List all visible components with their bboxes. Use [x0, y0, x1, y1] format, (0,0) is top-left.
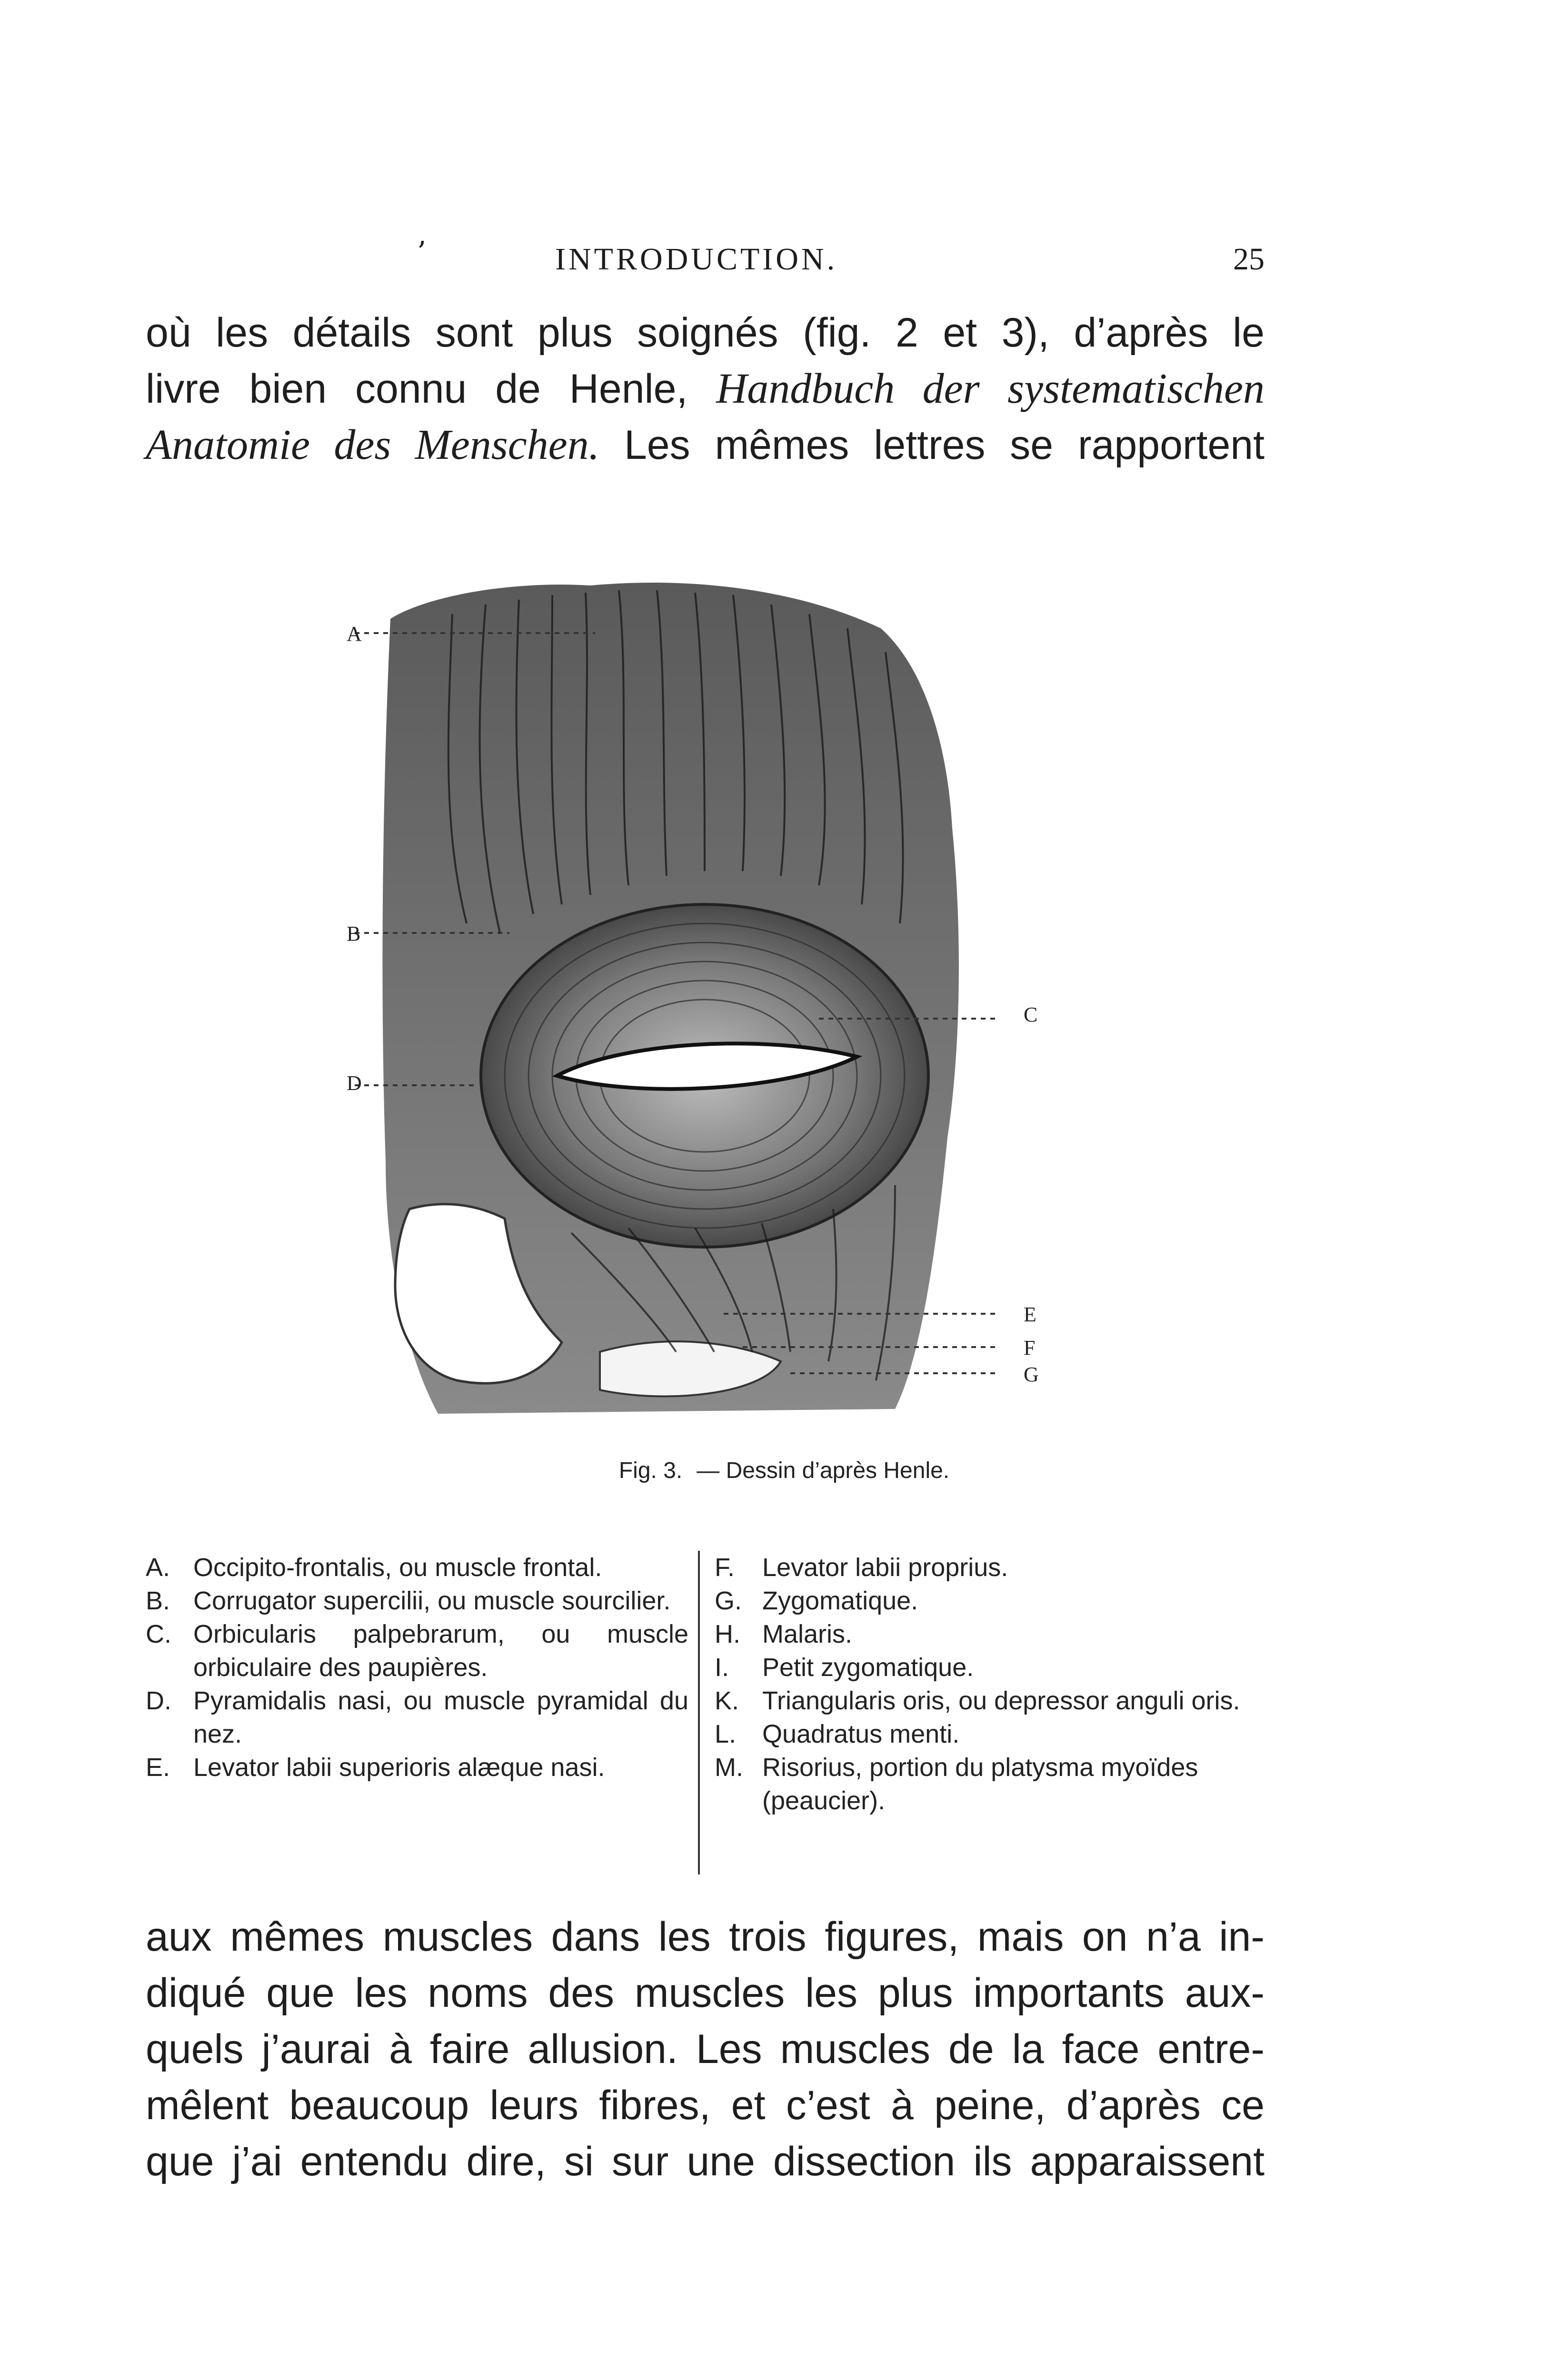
- legend-entry: [146, 1584, 688, 1617]
- anatomical-figure: [333, 543, 1076, 1442]
- book-title-part-2: Anatomie des Menschen.: [146, 421, 600, 468]
- label-D: D: [347, 1071, 362, 1095]
- page-number: 25: [1233, 242, 1265, 277]
- legend-entry: [715, 1651, 1265, 1684]
- legend-key: B.: [146, 1587, 170, 1615]
- label-G: G: [1024, 1363, 1039, 1386]
- top-line-3-text: Les mêmes lettres se rapportent: [599, 422, 1265, 468]
- header-mark: ’: [417, 236, 427, 269]
- running-header: [146, 236, 1265, 277]
- legend-text: Triangularis oris, ou depressor anguli oris.: [762, 1686, 1240, 1715]
- legend-entry: [146, 1684, 688, 1751]
- legend-key: A.: [146, 1553, 170, 1582]
- legend-entry: [715, 1717, 1265, 1751]
- figure-caption: [0, 1458, 1554, 1484]
- legend-entry: [715, 1617, 1265, 1651]
- label-E: E: [1024, 1303, 1036, 1326]
- legend-key: M.: [715, 1753, 743, 1782]
- bottom-paragraph: [146, 1909, 1265, 2190]
- legend-key: H.: [715, 1620, 740, 1648]
- book-title-part-1: Handbuch der systematischen: [716, 365, 1265, 412]
- legend-text: Zygomatique.: [762, 1587, 918, 1615]
- legend-key: I.: [715, 1653, 729, 1682]
- label-A: A: [347, 622, 362, 645]
- legend-text: Malaris.: [762, 1620, 853, 1648]
- legend-text: Pyramidalis nasi, ou muscle pyramidal du nez.: [193, 1686, 688, 1748]
- legend-text: Risorius, portion du platysma myoïdes (peaucier).: [762, 1753, 1198, 1815]
- label-B: B: [347, 922, 361, 945]
- legend-entry: [146, 1751, 688, 1784]
- legend-entry: [146, 1551, 688, 1584]
- legend-text: Orbicularis palpebrarum, ou muscle orbiculaire des paupières.: [193, 1620, 688, 1682]
- legend-text: Quadratus menti.: [762, 1720, 960, 1748]
- caption-text: — Dessin d’après Henle.: [697, 1458, 950, 1483]
- top-paragraph: [146, 305, 1265, 473]
- legend-entry: [715, 1684, 1265, 1717]
- legend-key: E.: [146, 1753, 170, 1782]
- legend-key: G.: [715, 1587, 742, 1615]
- legend-left-column: [146, 1551, 688, 1784]
- legend-text: Petit zygomatique.: [762, 1653, 974, 1682]
- legend-entry: [715, 1751, 1265, 1817]
- caption-fig-number: Fig. 3.: [618, 1458, 683, 1483]
- figure-legend: [146, 1551, 1265, 1884]
- bottom-line-3: quels j’aurai à faire allusion. Les muscles de la face entre-: [146, 2026, 1265, 2072]
- legend-text: Corrugator supercilii, ou muscle sourcilier.: [193, 1587, 671, 1615]
- legend-key: L.: [715, 1720, 737, 1748]
- legend-divider: [698, 1551, 700, 1874]
- top-line-2-text: livre bien connu de Henle,: [146, 366, 717, 412]
- legend-key: K.: [715, 1686, 739, 1715]
- bottom-line-2: diqué que les noms des muscles les plus importants aux-: [146, 1970, 1265, 2016]
- bottom-line-4: mêlent beaucoup leurs fibres, et c’est à peine, d’après ce: [146, 2082, 1265, 2128]
- facial-muscles-engraving: [333, 543, 1076, 1442]
- bottom-line-5: que j’ai entendu dire, si sur une dissection ils apparaissent: [146, 2139, 1265, 2184]
- legend-entry: [715, 1551, 1265, 1584]
- label-F: F: [1024, 1336, 1036, 1359]
- top-line-1: où les détails sont plus soignés (fig. 2 et 3), d’après le: [146, 310, 1265, 356]
- header-title: INTRODUCTION.: [555, 242, 838, 277]
- top-line-2: [146, 361, 1265, 417]
- legend-key: D.: [146, 1686, 171, 1715]
- legend-key: C.: [146, 1620, 171, 1648]
- legend-key: F.: [715, 1553, 735, 1582]
- legend-right-column: [715, 1551, 1265, 1817]
- legend-entry: [146, 1617, 688, 1684]
- bottom-line-1: aux mêmes muscles dans les trois figures, mais on n’a in-: [146, 1914, 1265, 1960]
- legend-text: Levator labii superioris alæque nasi.: [193, 1753, 605, 1782]
- legend-text: Levator labii proprius.: [762, 1553, 1008, 1582]
- top-line-3: [146, 417, 1265, 473]
- legend-entry: [715, 1584, 1265, 1617]
- label-C: C: [1024, 1003, 1038, 1026]
- legend-text: Occipito-frontalis, ou muscle frontal.: [193, 1553, 602, 1582]
